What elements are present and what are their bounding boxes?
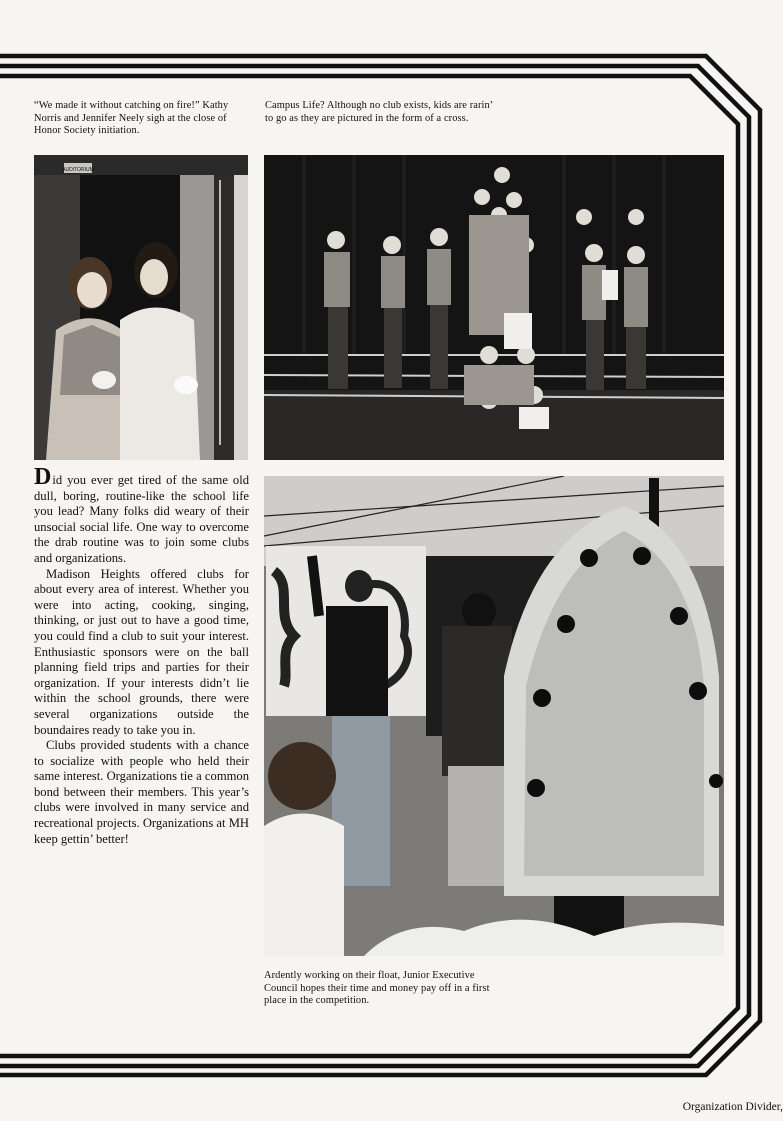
article-body — [34, 464, 249, 847]
article-paragraph-1 — [34, 464, 249, 567]
junior-council-caption: Ardently working on their float, Junior Executive Council hopes their time and money pay off in a first place in the competition. — [264, 970, 490, 1007]
article-paragraph-1-text: id you ever get tired of the same old dull, boring, routine-like the school life you lead? Many folks did weary of their unsocial social life. One way to overcome the drab routine was to join some clubs and organizations. — [34, 473, 249, 565]
drop-cap: D — [34, 464, 52, 490]
article-paragraph-3: Clubs provided students with a chance to socialize with people who held their same interest. Organizations tie a common bond between their members. This year’s clubs were involved in many service and recreational projects. Organizations at MH keep gettin’ better! — [34, 738, 249, 846]
auditorium-sign-text: AUDITORIUM — [62, 167, 94, 173]
honor-society-caption: “We made it without catching on fire!” Kathy Norris and Jennifer Neely sigh at the close of Honor Society initiation. — [34, 100, 229, 137]
footer-section-label: Organization Divider, — [682, 1101, 783, 1113]
article-paragraph-2: Madison Heights offered clubs for about every area of interest. Whether you were into acting, cooking, singing, thinking, or just out to have a good time, you could find a club to suit your interest. Enthusiastic sponsors were on the ball planning field trips and parties for their organization. If your interests didn’t lie within the school grounds, there were several organizations outside the boundaires ready to take you in. — [34, 566, 249, 737]
campus-life-caption: Campus Life? Although no club exists, kids are rarin’ to go as they are pictured in the form of a cross. — [265, 100, 493, 124]
campus-life-photo — [264, 155, 724, 460]
honor-society-photo — [34, 155, 248, 460]
junior-council-photo — [264, 476, 724, 956]
